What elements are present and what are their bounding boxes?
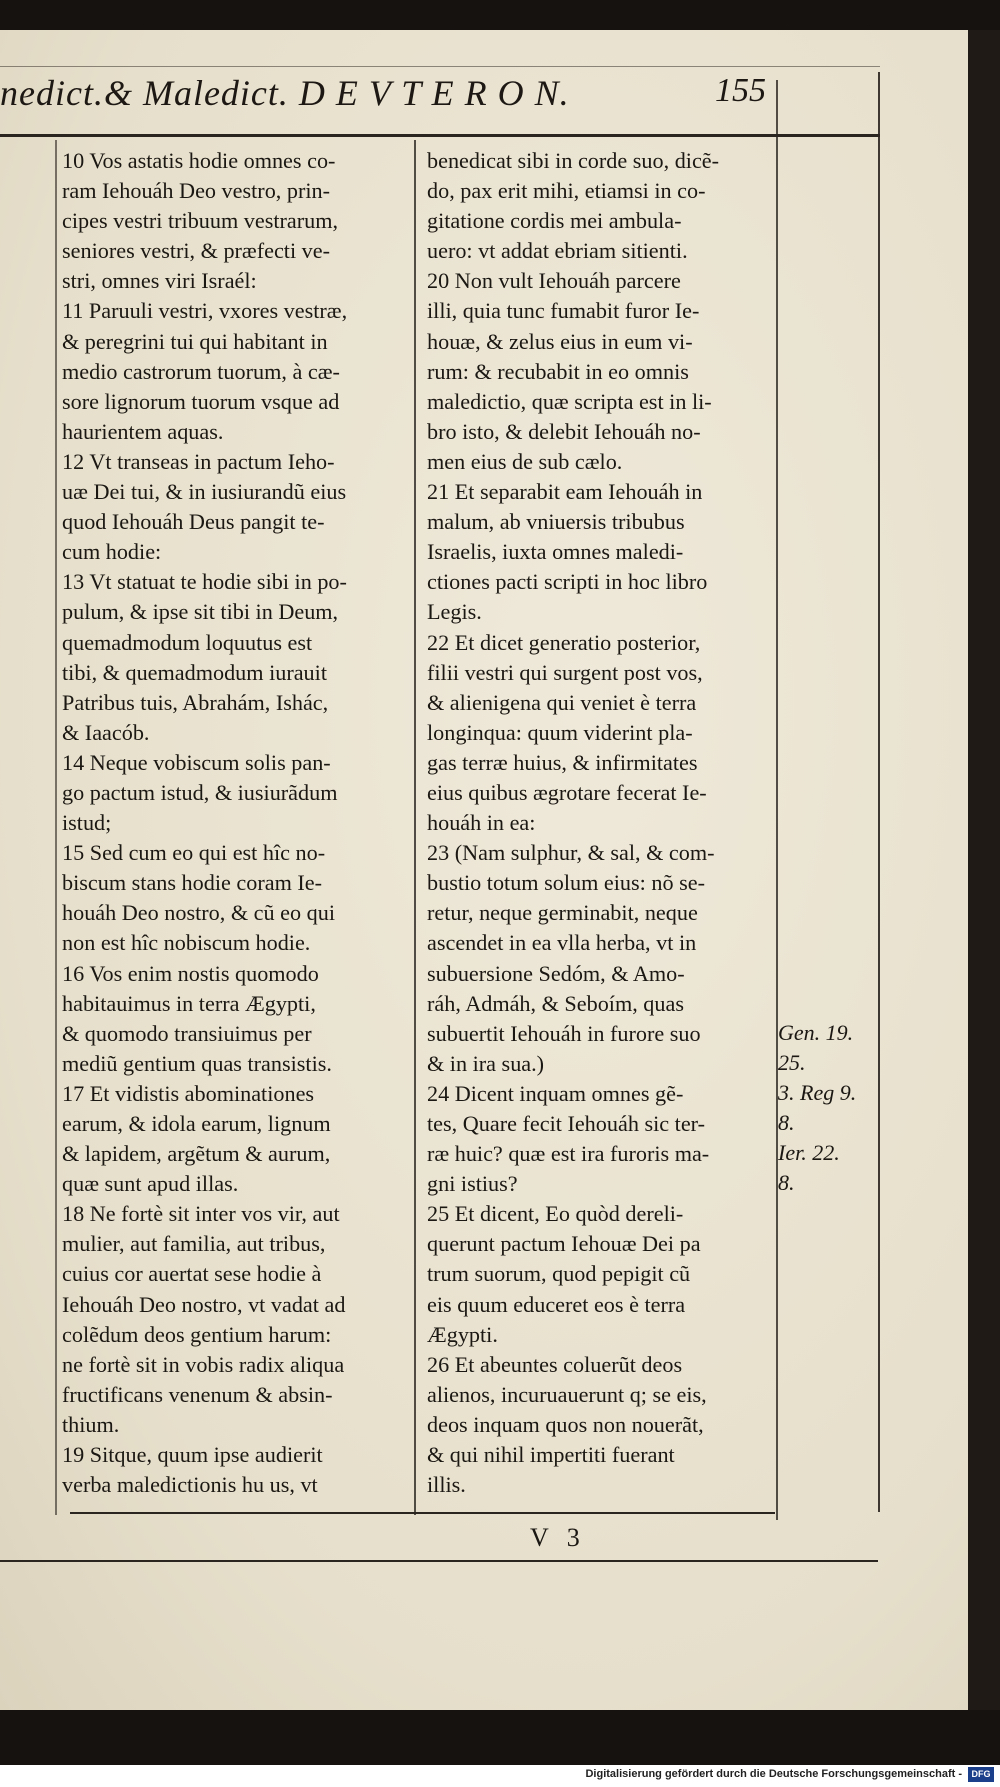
text-line: stri, omnes viri Israél: (62, 268, 257, 294)
text-line: maledictio, quæ scripta est in li- (427, 388, 712, 414)
text-line: thium. (62, 1411, 120, 1437)
text-line: subuersione Sedóm, & Amo- (427, 960, 685, 986)
signature-mark: V 3 (530, 1523, 586, 1552)
text-line: haurientem aquas. (62, 418, 224, 444)
text-line: earum, & idola earum, lignum (62, 1111, 331, 1136)
text-line: 19 Sitque, quum ipse audierit (62, 1442, 323, 1468)
text-line: & lapidem, argẽtum & aurum, (62, 1141, 331, 1167)
text-line: quod Iehouáh Deus pangit te- (62, 509, 325, 535)
text-line: 25 Et dicent, Eo quòd dereli- (427, 1201, 684, 1227)
text-line: Patribus tuis, Abrahám, Ishác, (62, 689, 329, 715)
text-line: 13 Vt statuat te hodie sibi in po- (62, 569, 347, 595)
margin-outer-rule (878, 72, 880, 1512)
text-line: uæ Dei tui, & in iusiurandũ eius (62, 479, 347, 505)
text-line: biscum stans hodie coram Ie- (62, 870, 323, 896)
text-line: ráh, Admáh, & Seboím, quas (427, 990, 684, 1016)
text-line: do, pax erit mihi, etiamsi in co- (427, 178, 706, 204)
page-edge-shadow (968, 30, 1000, 1710)
text-line: sore lignorum tuorum vsque ad (62, 388, 340, 414)
text-line: tibi, & quemadmodum iurauit (62, 659, 327, 685)
text-line: & alienigena qui veniet è terra (427, 689, 697, 715)
text-line: ctiones pacti scripti in hoc libro (427, 569, 708, 595)
text-line: tes, Quare fecit Iehouáh sic ter- (427, 1111, 705, 1136)
text-line: quæ sunt apud illas. (62, 1171, 239, 1197)
text-line: 10 Vos astatis hodie omnes co- (62, 148, 336, 173)
margin-note-line: 25. (778, 1050, 806, 1075)
text-line: Iehouáh Deo nostro, vt vadat ad (62, 1291, 346, 1317)
text-line: eius quibus ægrotare fecerat Ie- (427, 779, 707, 805)
text-line: 21 Et separabit eam Iehouáh in (427, 479, 703, 505)
text-line: ascendet in ea vlla herba, vt in (427, 930, 697, 956)
margin-note-line: 3. Reg 9. (778, 1080, 857, 1105)
text-line: 18 Ne fortè sit inter vos vir, aut (62, 1201, 340, 1227)
left-column-rule (55, 140, 57, 1515)
text-line: illis. (427, 1472, 466, 1498)
text-line: Ægypti. (427, 1321, 498, 1347)
header-rule (0, 134, 880, 137)
text-line: bustio totum solum eius: nõ se- (427, 870, 705, 896)
text-line: 15 Sed cum eo qui est hîc no- (62, 840, 326, 866)
text-line: retur, neque germinabit, neque (427, 900, 698, 926)
text-line: alienos, incuruauerunt q; se eis, (427, 1381, 707, 1407)
text-line: seniores vestri, & præfecti ve- (62, 238, 331, 264)
text-line: illi, quia tunc fumabit furor Ie- (427, 298, 700, 324)
text-line: 14 Neque vobiscum solis pan- (62, 749, 331, 775)
text-line: habitauimus in terra Ægypti, (62, 990, 316, 1016)
dfg-logo: DFG (968, 1767, 994, 1782)
text-line: 26 Et abeuntes coluerũt deos (427, 1351, 683, 1377)
text-line: 16 Vos enim nostis quomodo (62, 960, 319, 986)
text-line: men eius de sub cælo. (427, 448, 623, 474)
text-line: & qui nihil impertiti fuerant (427, 1442, 675, 1468)
margin-note-line: 8. (778, 1170, 795, 1195)
text-line: & peregrini tui qui habitant in (62, 328, 328, 354)
text-line: colẽdum deos gentium harum: (62, 1321, 332, 1347)
bottom-rule-2 (0, 1560, 878, 1562)
text-line: querunt pactum Iehouæ Dei pa (427, 1231, 701, 1257)
margin-note-line: Ier. 22. (778, 1140, 840, 1165)
text-line: bro isto, & delebit Iehouáh no- (427, 418, 701, 444)
text-line: & Iaacób. (62, 719, 150, 745)
text-line: houæ, & zelus eius in eum vi- (427, 328, 693, 354)
text-line: gitatione cordis mei ambula- (427, 208, 682, 234)
text-line: ram Iehouáh Deo vestro, prin- (62, 178, 331, 204)
text-line: 17 Et vidistis abominationes (62, 1080, 315, 1106)
bottom-rule (70, 1512, 775, 1514)
text-line: cuius cor auertat sese hodie à (62, 1261, 322, 1287)
text-line: pulum, & ipse sit tibi in Deum, (62, 599, 339, 625)
text-column-left (62, 146, 410, 1500)
text-line: & in ira sua.) (427, 1050, 545, 1076)
text-line: Israelis, iuxta omnes maledi- (427, 539, 684, 565)
text-line: gni istius? (427, 1171, 518, 1197)
text-line: rum: & recubabit in eo omnis (427, 358, 689, 384)
text-line: quemadmodum loquutus est (62, 629, 313, 655)
text-line: verba maledictionis hu us, vt (62, 1472, 318, 1498)
margin-references (778, 1018, 878, 1198)
margin-note-line: Gen. 19. (778, 1020, 854, 1045)
text-line: non est hîc nobiscum hodie. (62, 930, 311, 956)
text-line: 23 (Nam sulphur, & sal, & com- (427, 840, 715, 866)
margin-note-line: 8. (778, 1110, 795, 1135)
text-column-right (427, 146, 775, 1500)
top-margin-rule (0, 66, 880, 67)
text-line: 12 Vt transeas in pactum Ieho- (62, 448, 335, 474)
page-number: 155 (715, 72, 766, 109)
digitization-credit: Digitalisierung gefördert durch die Deutsche Forschungsgemeinschaft - (585, 1768, 962, 1780)
text-line: Legis. (427, 599, 482, 625)
page-header (0, 72, 800, 128)
text-line: malum, ab vniuersis tribubus (427, 509, 685, 535)
text-line: go pactum istud, & iusiurãdum (62, 779, 338, 805)
text-line: 20 Non vult Iehouáh parcere (427, 268, 681, 294)
text-line: trum suorum, quod pepigit cũ (427, 1261, 691, 1287)
text-line: filii vestri qui surgent post vos, (427, 659, 703, 685)
text-line: 24 Dicent inquam omnes gẽ- (427, 1080, 684, 1106)
text-line: houáh Deo nostro, & cũ eo qui (62, 900, 335, 926)
text-line: medio castrorum tuorum, à cæ- (62, 358, 340, 384)
text-line: ne fortè sit in vobis radix aliqua (62, 1351, 345, 1377)
text-line: uero: vt addat ebriam sitienti. (427, 238, 688, 264)
text-line: cum hodie: (62, 539, 162, 565)
text-line: eis quum educeret eos è terra (427, 1291, 686, 1317)
text-line: fructificans venenum & absin- (62, 1381, 333, 1407)
text-line: 11 Paruuli vestri, vxores vestræ, (62, 298, 348, 324)
right-column-rule (776, 80, 778, 1520)
text-line: & quomodo transiuimus per (62, 1020, 312, 1046)
column-divider (414, 140, 416, 1515)
text-line: mulier, aut familia, aut tribus, (62, 1231, 326, 1257)
text-line: mediũ gentium quas transistis. (62, 1050, 332, 1076)
text-line: ræ huic? quæ est ira furoris ma- (427, 1141, 710, 1167)
running-head: nedict.& Maledict. D E V T E R O N. (0, 73, 570, 113)
text-line: houáh in ea: (427, 810, 536, 836)
text-line: cipes vestri tribuum vestrarum, (62, 208, 339, 234)
text-line: subuertit Iehouáh in furore suo (427, 1020, 701, 1046)
text-line: deos inquam quos non nouerãt, (427, 1411, 704, 1437)
text-line: benedicat sibi in corde suo, dicẽ- (427, 148, 720, 173)
text-line: gas terræ huius, & infirmitates (427, 749, 698, 775)
text-line: longinqua: quum viderint pla- (427, 719, 693, 745)
text-line: istud; (62, 810, 112, 836)
text-line: 22 Et dicet generatio posterior, (427, 629, 701, 655)
